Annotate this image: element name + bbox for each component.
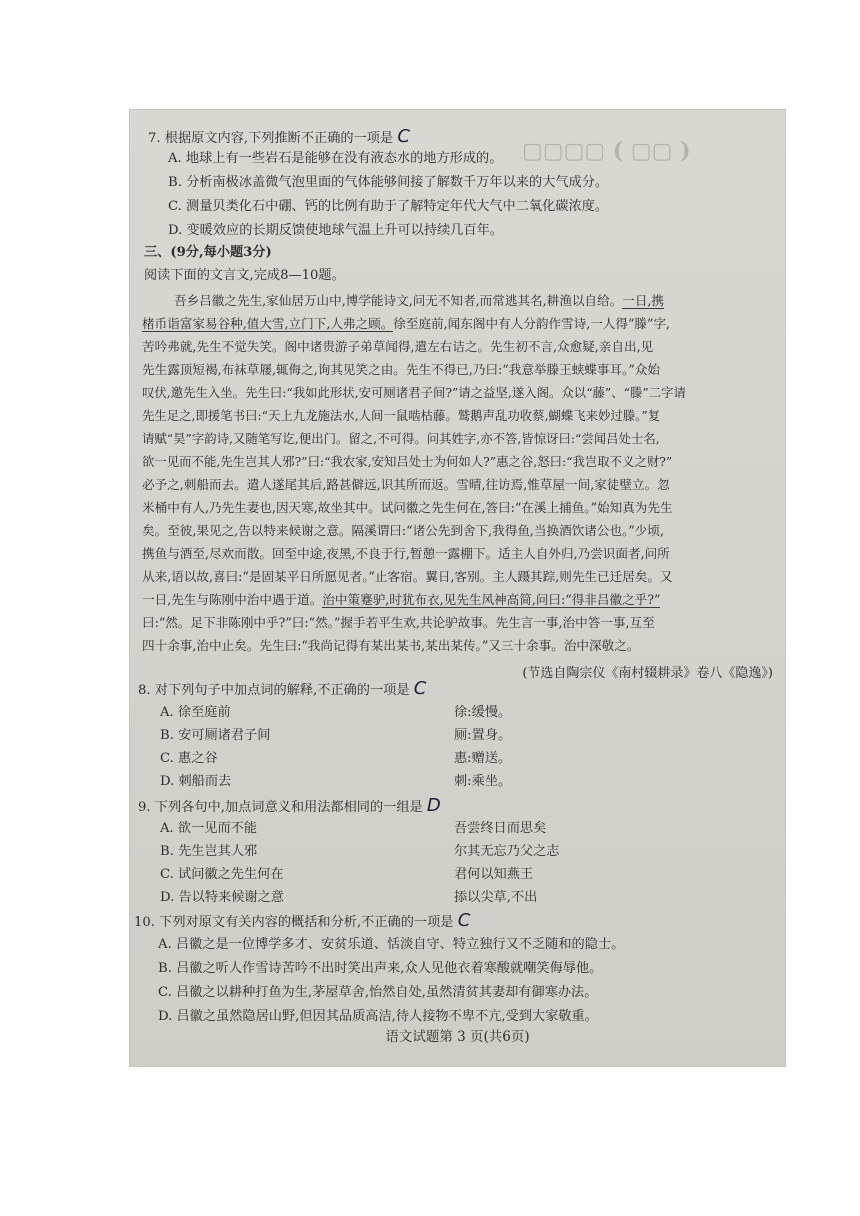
q7-answer-mark: C <box>397 126 410 147</box>
section3-instruction: 阅读下面的文言文,完成8—10题。 <box>144 268 345 283</box>
q10-option-b: B. 吕徽之听人作雪诗苦吟不出时笑出声来,众人见他衣着寒酸就嘲笑侮辱他。 <box>158 961 603 976</box>
passage-source: (节选自陶宗仪《南村辍耕录》卷八《隐逸》) <box>522 666 773 681</box>
q9-row-b-right: 尔其无忘乃父之志 <box>454 844 560 859</box>
passage-line-11: 矣。至彼,果见之,告以特来候谢之意。隔溪谓曰:“诸公先到舍下,我得鱼,当换酒饮诸公也。”少顷, <box>142 523 664 538</box>
passage-line-5: 叹伏,邀先生入坐。先生曰:“我如此形状,安可厕诸君子间?”请之益坚,遂入阁。众以“藤”、“滕”二字请 <box>142 385 686 400</box>
q7-option-c: C. 测量贝类化石中硼、钙的比例有助于了解特定年代大气中二氧化碳浓度。 <box>168 199 609 214</box>
passage-line-6: 先生足之,即援笔书曰:“天上九龙施法水,人间一鼠啮枯藤。鹫鹅声乱功收蔡,蝴蝶飞来妙过滕。”复 <box>142 408 661 423</box>
q9-stem: 9. 下列各句中,加点词意义和用法都相同的一组是 D <box>138 795 441 816</box>
passage-line-9: 必予之,刺船而去。遣人遂尾其后,路甚僻远,识其所而返。雪晴,往访焉,惟草屋一间,家徒壁立。忽 <box>142 477 670 492</box>
q10-answer-mark: C <box>457 910 471 931</box>
q10-option-a: A. 吕徽之是一位博学多才、安贫乐道、恬淡自守、特立独行又不乏随和的隐士。 <box>158 937 625 952</box>
q8-row-a-left: A. 徐至庭前 <box>160 705 231 720</box>
q7-stem: 7. 根据原文内容,下列推断不正确的一项是 C <box>148 126 410 147</box>
q9-row-c-left: C. 试问徽之先生何在 <box>160 867 284 882</box>
passage-line-1: 吾乡吕徽之先生,家仙居万山中,博学能诗文,问无不知者,而常逃其名,耕渔以自给。一日,携 <box>174 293 665 308</box>
q7-option-b: B. 分析南极冰盖微气泡里面的气体能够间接了解数千万年以来的大气成分。 <box>168 175 609 190</box>
exam-page <box>130 110 785 1066</box>
page-footer: 语文试题第 3 页(共6页) <box>385 1029 530 1045</box>
q10-option-c: C. 吕徽之以耕种打鱼为生,茅屋草舍,怡然自处,虽然清贫其妻却有御寒办法。 <box>158 985 598 1000</box>
q10-option-d: D. 吕徽之虽然隐居山野,但因其品质高洁,待人接物不卑不亢,受到大家敬重。 <box>158 1009 598 1024</box>
q7-option-a: A. 地球上有一些岩石是能够在没有液态水的地方形成的。 <box>168 151 503 166</box>
section3-heading: 三、(9分,每小题3分) <box>144 245 272 260</box>
q9-answer-mark: D <box>426 795 441 816</box>
bleed-through-heading: ▢▢▢▢ ( ▢▢ ) <box>522 138 691 164</box>
q9-row-d-left: D. 告以特来候谢之意 <box>160 890 284 905</box>
q8-row-c-right: 惠:赠送。 <box>454 751 512 766</box>
passage-line-8: 欲一见而不能,先生岂其人邪?”曰:“我农家,安知吕处士为何如人?”惠之谷,怒曰:“我岂取不义之财?” <box>142 454 673 469</box>
q9-row-c-right: 君何以知燕王 <box>454 867 534 882</box>
q9-row-b-left: B. 先生岂其人邪 <box>160 844 258 859</box>
passage-line-10: 米桶中有人,乃先生妻也,因天寒,故坐其中。试问徽之先生何在,答曰:“在溪上捕鱼。”始知真为先生 <box>142 500 673 515</box>
q8-row-d-right: 刺:乘坐。 <box>454 774 512 789</box>
q9-row-a-left: A. 欲一见而不能 <box>160 821 258 836</box>
q9-row-a-right: 吾尝终日而思矣 <box>454 821 547 836</box>
q8-row-a-right: 徐:缓慢。 <box>454 705 512 720</box>
q8-stem: 8. 对下列句子中加点词的解释,不正确的一项是 C <box>138 678 427 699</box>
q10-stem: 10. 下列对原文有关内容的概括和分析,不正确的一项是 C <box>134 910 471 931</box>
q7-option-d: D. 变暖效应的长期反馈使地球气温上升可以持续几百年。 <box>168 223 503 238</box>
passage-line-2: 楮币诣富家易谷种,值大雪,立门下,人弗之顾。徐至庭前,闻东阁中有人分韵作雪诗,一人得“滕”字, <box>142 316 671 331</box>
q8-answer-mark: C <box>413 678 427 699</box>
q8-row-c-left: C. 惠之谷 <box>160 751 218 766</box>
passage-line-12: 携鱼与酒至,尽欢而散。回至中途,夜黑,不良于行,暂憩一露棚下。适主人自外归,乃尝识面者,问所 <box>142 546 670 561</box>
q8-row-d-left: D. 刺船而去 <box>160 774 232 789</box>
q9-row-d-right: 掭以尖草,不出 <box>454 890 538 905</box>
passage-line-16: 四十余事,治中止矣。先生曰:“我尚记得有某出某书,某出某传。”又三十余事。治中深敬之。 <box>142 638 640 653</box>
passage-line-14: 一日,先生与陈刚中治中遇于道。治中策蹇驴,时犹布衣,见先生风神高简,问曰:“得非吕徽之乎?” <box>142 592 661 607</box>
passage-line-7: 请赋“昊”字韵诗,又随笔写讫,便出门。留之,不可得。问其姓字,亦不答,皆惊讶曰:“尝闻吕处士名, <box>142 431 660 446</box>
passage-line-15: 曰:“然。足下非陈刚中乎?”曰:“然。”握手若平生欢,共论驴故事。先生言一事,治中答一事,互至 <box>142 615 655 630</box>
passage-line-4: 先生露顶短褐,布袜草屦,辄侮之,询其见笑之由。先生不得已,乃曰:“我意举滕王蛱蝶事耳。”众始 <box>142 362 660 377</box>
q8-row-b-left: B. 安可厕诸君子间 <box>160 728 271 743</box>
passage-line-3: 苦吟弗就,先生不觉失笑。阁中诸贵游子弟草闻得,遣左右诘之。先生初不言,众愈疑,亲自出,见 <box>142 339 654 354</box>
q8-row-b-right: 厕:置身。 <box>454 728 512 743</box>
passage-line-13: 从来,语以故,喜曰:“是固某平日所愿见者。”止客宿。翼日,客别。主人蹑其踪,则先生已迁居矣。又 <box>142 569 673 584</box>
